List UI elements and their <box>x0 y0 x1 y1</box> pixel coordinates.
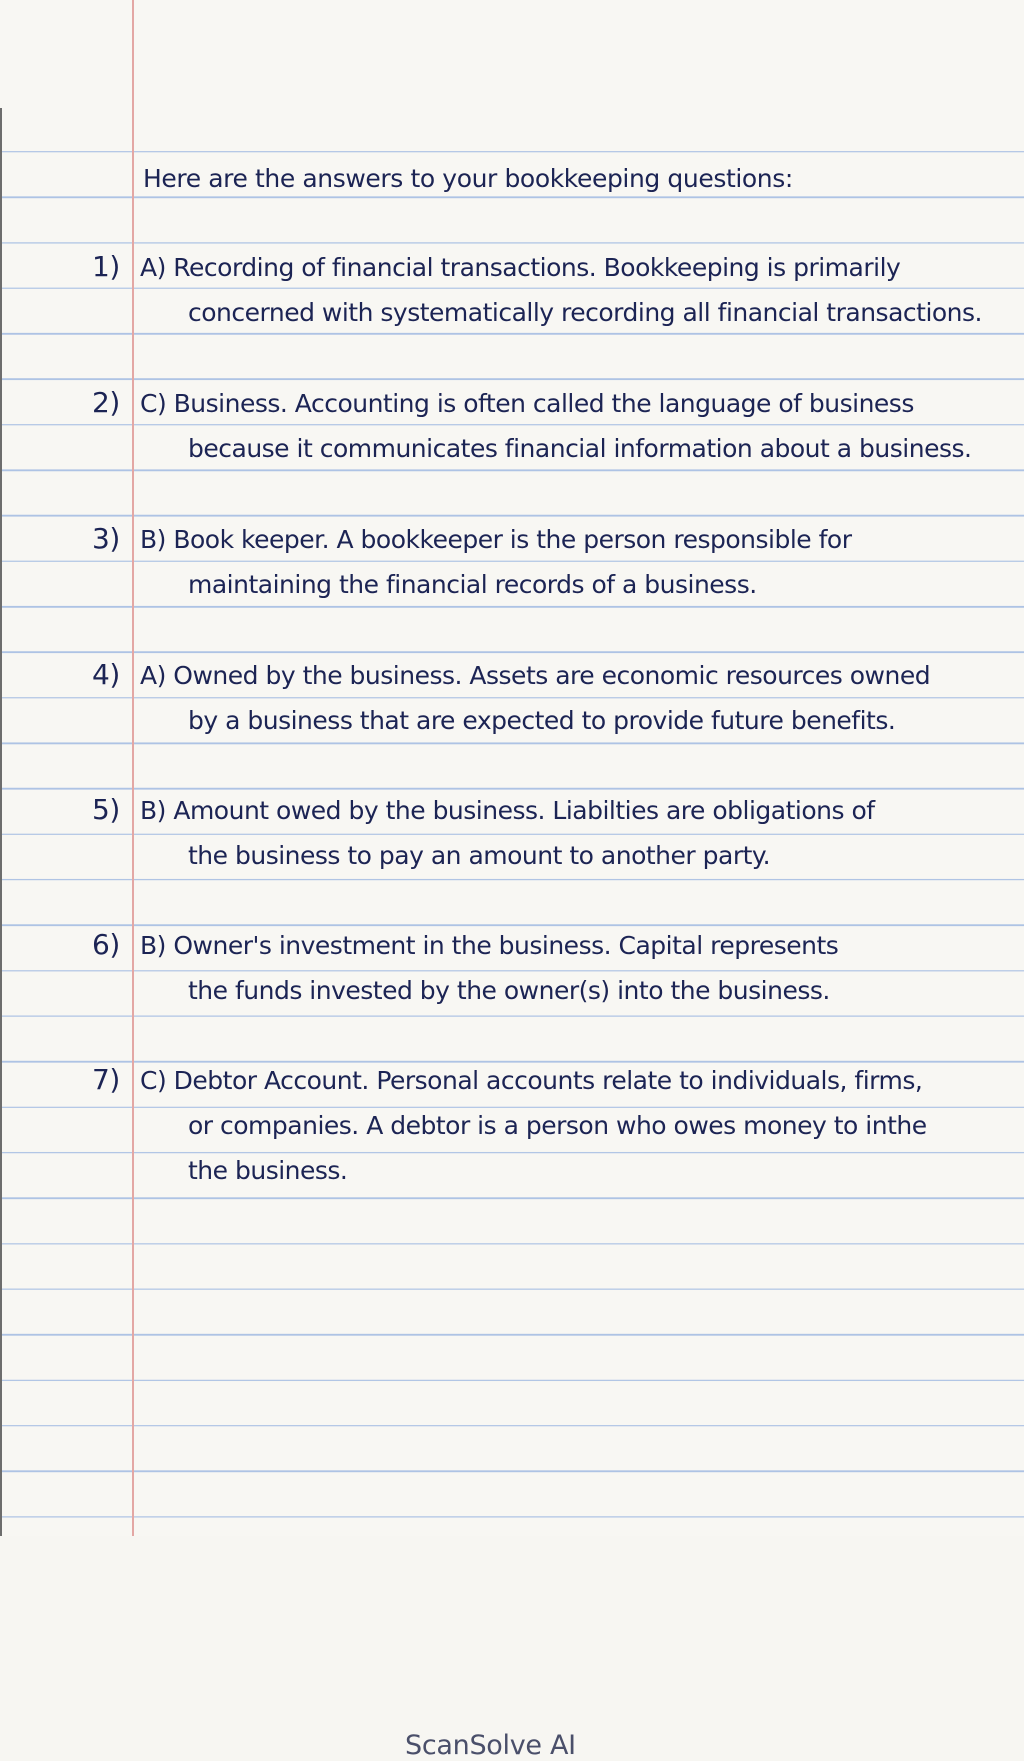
answer-line: maintaining the financial records of a business. <box>188 570 757 599</box>
answer-line: B) Owner's investment in the business. Capital represents <box>140 931 839 960</box>
answer-number: 4) <box>92 658 120 691</box>
answer-line: because it communicates financial information about a business. <box>188 434 972 463</box>
answer-line: A) Recording of financial transactions. Bookkeeping is primarily <box>140 253 901 282</box>
answer-line: B) Amount owed by the business. Liabilties are obligations of <box>140 796 875 825</box>
answer-number: 1) <box>92 250 120 283</box>
answer-line: the funds invested by the owner(s) into the business. <box>188 976 830 1005</box>
answer-number: 3) <box>92 522 120 555</box>
answer-line: C) Debtor Account. Personal accounts relate to individuals, firms, <box>140 1066 923 1095</box>
brand-footer: ScanSolve AI <box>405 1730 576 1761</box>
answer-line: the business to pay an amount to another party. <box>188 841 771 870</box>
answer-line: by a business that are expected to provide future benefits. <box>188 706 896 735</box>
answer-line: C) Business. Accounting is often called the language of business <box>140 389 914 418</box>
answer-line: the business. <box>188 1156 348 1185</box>
margin-line <box>132 0 134 1536</box>
answer-line: concerned with systematically recording all financial transactions. <box>188 298 983 327</box>
answer-number: 6) <box>92 928 120 961</box>
answer-line: A) Owned by the business. Assets are economic resources owned <box>140 661 931 690</box>
answer-number: 5) <box>92 793 120 826</box>
answer-line: B) Book keeper. A bookkeeper is the person responsible for <box>140 525 852 554</box>
answer-number: 2) <box>92 386 120 419</box>
intro-text: Here are the answers to your bookkeeping questions: <box>143 164 793 193</box>
answer-line: or companies. A debtor is a person who owes money to inthe <box>188 1111 927 1140</box>
answer-number: 7) <box>92 1063 120 1096</box>
